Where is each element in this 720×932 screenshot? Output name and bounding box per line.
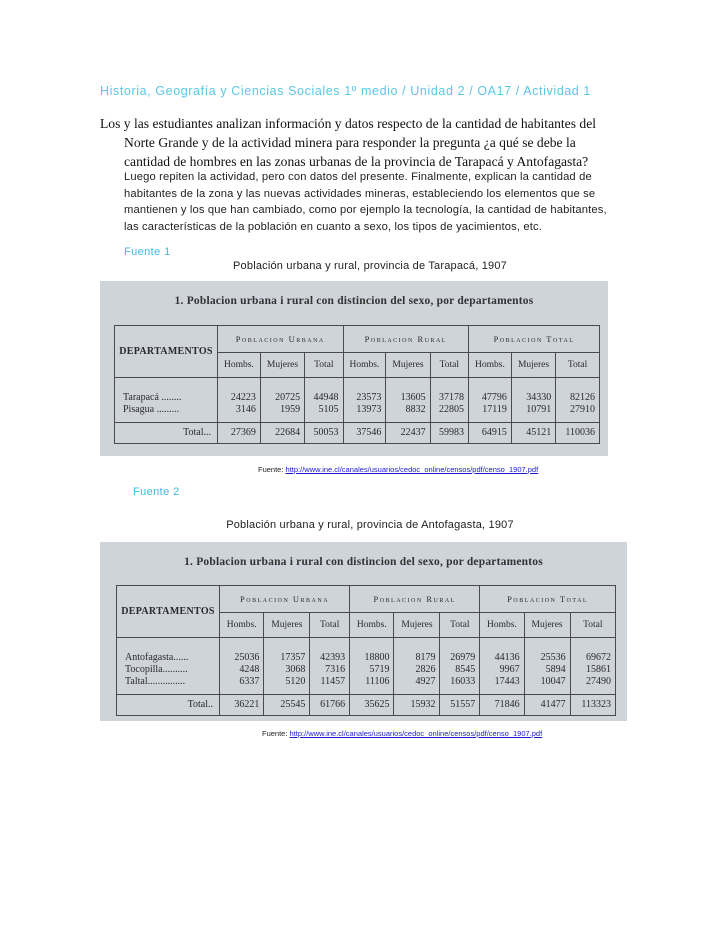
table-cell: 17119	[469, 404, 512, 423]
table-cell: 7316	[310, 664, 350, 676]
table-cell: 8832	[386, 404, 430, 423]
table-cell: 6337	[220, 676, 264, 695]
fuente-2-source-prefix: Fuente:	[262, 729, 288, 738]
fuente-2-table-title: 1. Poblacion urbana i rural con distincion del sexo, por departamentos	[184, 556, 543, 568]
table-cell: 13973	[343, 404, 386, 423]
subheader-cell: Mujeres	[264, 613, 310, 638]
subheader-cell: Mujeres	[394, 613, 440, 638]
table-cell: 2826	[394, 664, 440, 676]
group-header: Poblacion Rural	[350, 586, 480, 613]
table-cell: 24223	[218, 378, 261, 405]
table-cell: 82126	[556, 378, 600, 405]
table-cell: 5120	[264, 676, 310, 695]
subheader-cell: Hombs.	[350, 613, 394, 638]
table-cell: 25536	[524, 638, 570, 665]
fuente-2-scanned-table	[100, 542, 627, 721]
table-row	[117, 676, 616, 695]
fuente-1-caption: Población urbana y rural, provincia de Tarapacá, 1907	[233, 260, 507, 272]
table-cell: 37178	[430, 378, 468, 405]
total-cell: 64915	[469, 423, 512, 444]
subheader-cell: Total	[556, 353, 600, 378]
subheader-cell: Total	[430, 353, 468, 378]
table-cell: 8179	[394, 638, 440, 665]
fuente-1-table-title: 1. Poblacion urbana i rural con distincion del sexo, por departamentos	[174, 295, 534, 307]
table-cell: 3146	[218, 404, 261, 423]
table-cell: 4927	[394, 676, 440, 695]
total-cell: 113323	[570, 695, 615, 716]
table-cell: 10047	[524, 676, 570, 695]
table-cell: 27910	[556, 404, 600, 423]
total-label: Total...	[115, 423, 218, 444]
table-cell: 26979	[440, 638, 480, 665]
table-cell: 5719	[350, 664, 394, 676]
total-cell: 27369	[218, 423, 261, 444]
table-cell: 22805	[430, 404, 468, 423]
table-cell: 42393	[310, 638, 350, 665]
department-name: Tocopilla..........	[117, 664, 220, 676]
table-cell: 5105	[305, 404, 343, 423]
total-row	[115, 423, 600, 444]
table-row	[115, 404, 600, 423]
total-cell: 50053	[305, 423, 343, 444]
total-cell: 71846	[480, 695, 524, 716]
table-cell: 8545	[440, 664, 480, 676]
departamentos-header: DEPARTAMENTOS	[115, 326, 218, 378]
task-paragraph	[100, 114, 620, 171]
table-cell: 47796	[469, 378, 512, 405]
total-cell: 22437	[386, 423, 430, 444]
table-cell: 23573	[343, 378, 386, 405]
group-header: Poblacion Urbana	[220, 586, 350, 613]
group-header-row	[115, 326, 600, 353]
table-cell: 16033	[440, 676, 480, 695]
subheader-cell: Mujeres	[386, 353, 430, 378]
table-cell: 5894	[524, 664, 570, 676]
total-cell: 59983	[430, 423, 468, 444]
total-label: Total..	[117, 695, 220, 716]
group-header: Poblacion Rural	[343, 326, 469, 353]
table-cell: 9967	[480, 664, 524, 676]
fuente-2-source-link[interactable]: http://www.ine.cl/canales/usuarios/cedoc_online/censos/pdf/censo_1907.pdf	[289, 729, 543, 738]
subheader-cell: Hombs.	[343, 353, 386, 378]
table-cell: 44948	[305, 378, 343, 405]
table-row	[115, 378, 600, 405]
fuente-2-source	[262, 729, 542, 738]
total-cell: 36221	[220, 695, 264, 716]
subheader-cell: Hombs.	[480, 613, 524, 638]
fuente-1-source-prefix: Fuente:	[258, 465, 284, 474]
total-cell: 110036	[556, 423, 600, 444]
subheader-cell: Hombs.	[218, 353, 261, 378]
department-name: Tarapacá ........	[115, 378, 218, 405]
subheader-cell: Mujeres	[260, 353, 304, 378]
page-header: Historia, Geografía y Ciencias Sociales 1º medio / Unidad 2 / OA17 / Actividad 1	[100, 84, 591, 98]
department-name: Taltal...............	[117, 676, 220, 695]
table-cell: 11457	[310, 676, 350, 695]
table-cell: 18800	[350, 638, 394, 665]
total-cell: 35625	[350, 695, 394, 716]
subheader-cell: Mujeres	[511, 353, 555, 378]
instruction-paragraph: Luego repiten la actividad, pero con datos del presente. Finalmente, explican la cantidad de habitantes de la zona y las nuevas actividades mineras, estableciendo los elementos que se mantienen y los que han cambiado, como por ejemplo la tecnología, la cantidad de habitantes, las características de la población en cuanto a sexo, los tipos de yacimientos, etc.	[124, 171, 607, 233]
total-row	[117, 695, 616, 716]
table-cell: 27490	[570, 676, 615, 695]
department-name: Pisagua .........	[115, 404, 218, 423]
total-cell: 45121	[511, 423, 555, 444]
table-cell: 1959	[260, 404, 304, 423]
table-cell: 17443	[480, 676, 524, 695]
group-header: Poblacion Total	[480, 586, 616, 613]
subheader-cell: Mujeres	[524, 613, 570, 638]
total-cell: 51557	[440, 695, 480, 716]
fuente-1-table	[114, 325, 600, 444]
total-cell: 37546	[343, 423, 386, 444]
table-cell: 20725	[260, 378, 304, 405]
task-text: Los y las estudiantes analizan información y datos respecto de la cantidad de habitantes del Norte Grande y de la actividad minera para responder la pregunta ¿a qué se debe la cantidad de hombres en las zonas urbanas de la provincia de Tarapacá y Antofagasta?	[100, 116, 596, 169]
table-cell: 10791	[511, 404, 555, 423]
total-cell: 15932	[394, 695, 440, 716]
subheader-cell: Hombs.	[220, 613, 264, 638]
fuente-2-label: Fuente 2	[133, 486, 180, 498]
total-cell: 41477	[524, 695, 570, 716]
fuente-1-scanned-table	[100, 281, 608, 456]
fuente-2-caption: Población urbana y rural, provincia de Antofagasta, 1907	[226, 519, 514, 531]
departamentos-header: DEPARTAMENTOS	[117, 586, 220, 638]
group-header: Poblacion Urbana	[218, 326, 344, 353]
subheader-cell: Hombs.	[469, 353, 512, 378]
table-cell: 11106	[350, 676, 394, 695]
table-cell: 17357	[264, 638, 310, 665]
subheader-cell: Total	[310, 613, 350, 638]
total-cell: 25545	[264, 695, 310, 716]
table-cell: 25036	[220, 638, 264, 665]
fuente-1-source	[258, 465, 538, 474]
total-cell: 61766	[310, 695, 350, 716]
total-cell: 22684	[260, 423, 304, 444]
table-cell: 3068	[264, 664, 310, 676]
group-header: Poblacion Total	[469, 326, 600, 353]
fuente-1-label: Fuente 1	[124, 246, 171, 258]
fuente-1-source-link[interactable]: http://www.ine.cl/canales/usuarios/cedoc_online/censos/pdf/censo_1907.pdf	[285, 465, 539, 474]
table-cell: 15861	[570, 664, 615, 676]
table-cell: 13605	[386, 378, 430, 405]
table-row	[117, 638, 616, 665]
department-name: Antofagasta......	[117, 638, 220, 665]
subheader-cell: Total	[570, 613, 615, 638]
group-header-row	[117, 586, 616, 613]
table-cell: 44136	[480, 638, 524, 665]
fuente-2-table	[116, 585, 616, 716]
table-cell: 4248	[220, 664, 264, 676]
subheader-cell: Total	[305, 353, 343, 378]
subheader-cell: Total	[440, 613, 480, 638]
table-cell: 69672	[570, 638, 615, 665]
table-cell: 34330	[511, 378, 555, 405]
table-row	[117, 664, 616, 676]
